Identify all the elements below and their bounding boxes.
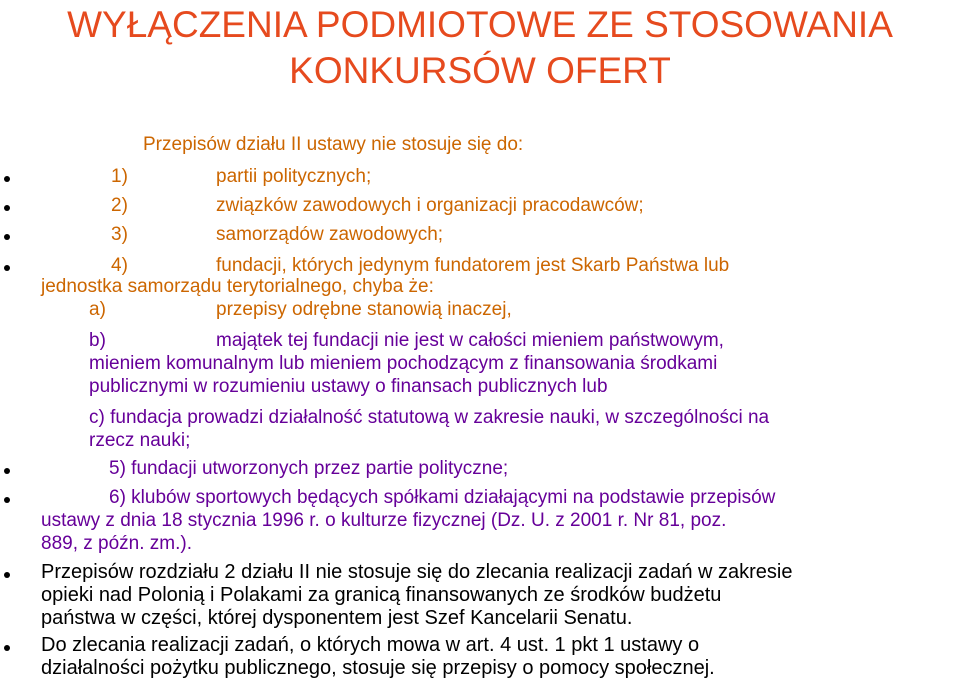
bullet-icon: [4, 572, 10, 578]
item-5-text: 5) fundacji utworzonych przez partie polityczne;: [109, 458, 509, 479]
bullet-icon: [4, 468, 10, 474]
subitem-b-continuation-2: publicznymi w rozumieniu ustawy o finansach publicznych lub: [89, 376, 608, 397]
item-4-text: fundacji, których jedynym fundatorem jest Skarb Państwa lub: [216, 255, 730, 276]
bullet-icon: [4, 234, 10, 240]
item-3-text: samorządów zawodowych;: [216, 224, 444, 245]
item-6-continuation-1: ustawy z dnia 18 stycznia 1996 r. o kulturze fizycznej (Dz. U. z 2001 r. Nr 81, poz.: [41, 510, 727, 531]
item-2-text: związków zawodowych i organizacji pracodawców;: [216, 195, 644, 216]
bullet-icon: [4, 497, 10, 503]
subitem-a-text: przepisy odrębne stanowią inaczej,: [216, 299, 512, 320]
subitem-a-label: a): [89, 299, 106, 320]
subitem-c-continuation: rzecz nauki;: [89, 430, 191, 451]
bullet-icon: [4, 176, 10, 182]
item-3-number: 3): [111, 224, 128, 245]
paragraph-2-line-2: działalności pożytku publicznego, stosuje się przepisy o pomocy społecznej.: [41, 657, 715, 679]
paragraph-1-line-1: Przepisów rozdziału 2 działu II nie stosuje się do zlecania realizacji zadań w zakresie: [41, 561, 793, 583]
paragraph-1-line-3: państwa w części, której dysponentem jest Szef Kancelarii Senatu.: [41, 607, 633, 629]
item-6-text: 6) klubów sportowych będących spółkami działającymi na podstawie przepisów: [109, 487, 776, 508]
item-6-continuation-2: 889, z późn. zm.).: [41, 533, 193, 554]
paragraph-1-line-2: opieki nad Polonią i Polakami za granicą finansowanych ze środków budżetu: [41, 584, 722, 606]
subitem-b-continuation-1: mieniem komunalnym lub mieniem pochodzącym z finansowania środkami: [89, 353, 718, 374]
item-4-number: 4): [111, 255, 128, 276]
page-title-line-2: KONKURSÓW OFERT: [289, 50, 671, 91]
bullet-icon: [4, 265, 10, 271]
paragraph-2-line-1: Do zlecania realizacji zadań, o których mowa w art. 4 ust. 1 pkt 1 ustawy o: [41, 634, 700, 656]
item-1-text: partii politycznych;: [216, 166, 372, 187]
subitem-b-label: b): [89, 330, 106, 351]
subitem-c-text: c) fundacja prowadzi działalność statutową w zakresie nauki, w szczególności na: [89, 407, 770, 428]
item-4-continuation: jednostka samorządu terytorialnego, chyba że:: [41, 276, 434, 297]
item-1-number: 1): [111, 166, 128, 187]
bullet-icon: [4, 205, 10, 211]
bullet-icon: [4, 645, 10, 651]
item-2-number: 2): [111, 195, 128, 216]
intro-text: Przepisów działu II ustawy nie stosuje się do:: [143, 134, 524, 155]
page-title-line-1: WYŁĄCZENIA PODMIOTOWE ZE STOSOWANIA: [67, 4, 893, 45]
subitem-b-text: majątek tej fundacji nie jest w całości mieniem państwowym,: [216, 330, 724, 351]
